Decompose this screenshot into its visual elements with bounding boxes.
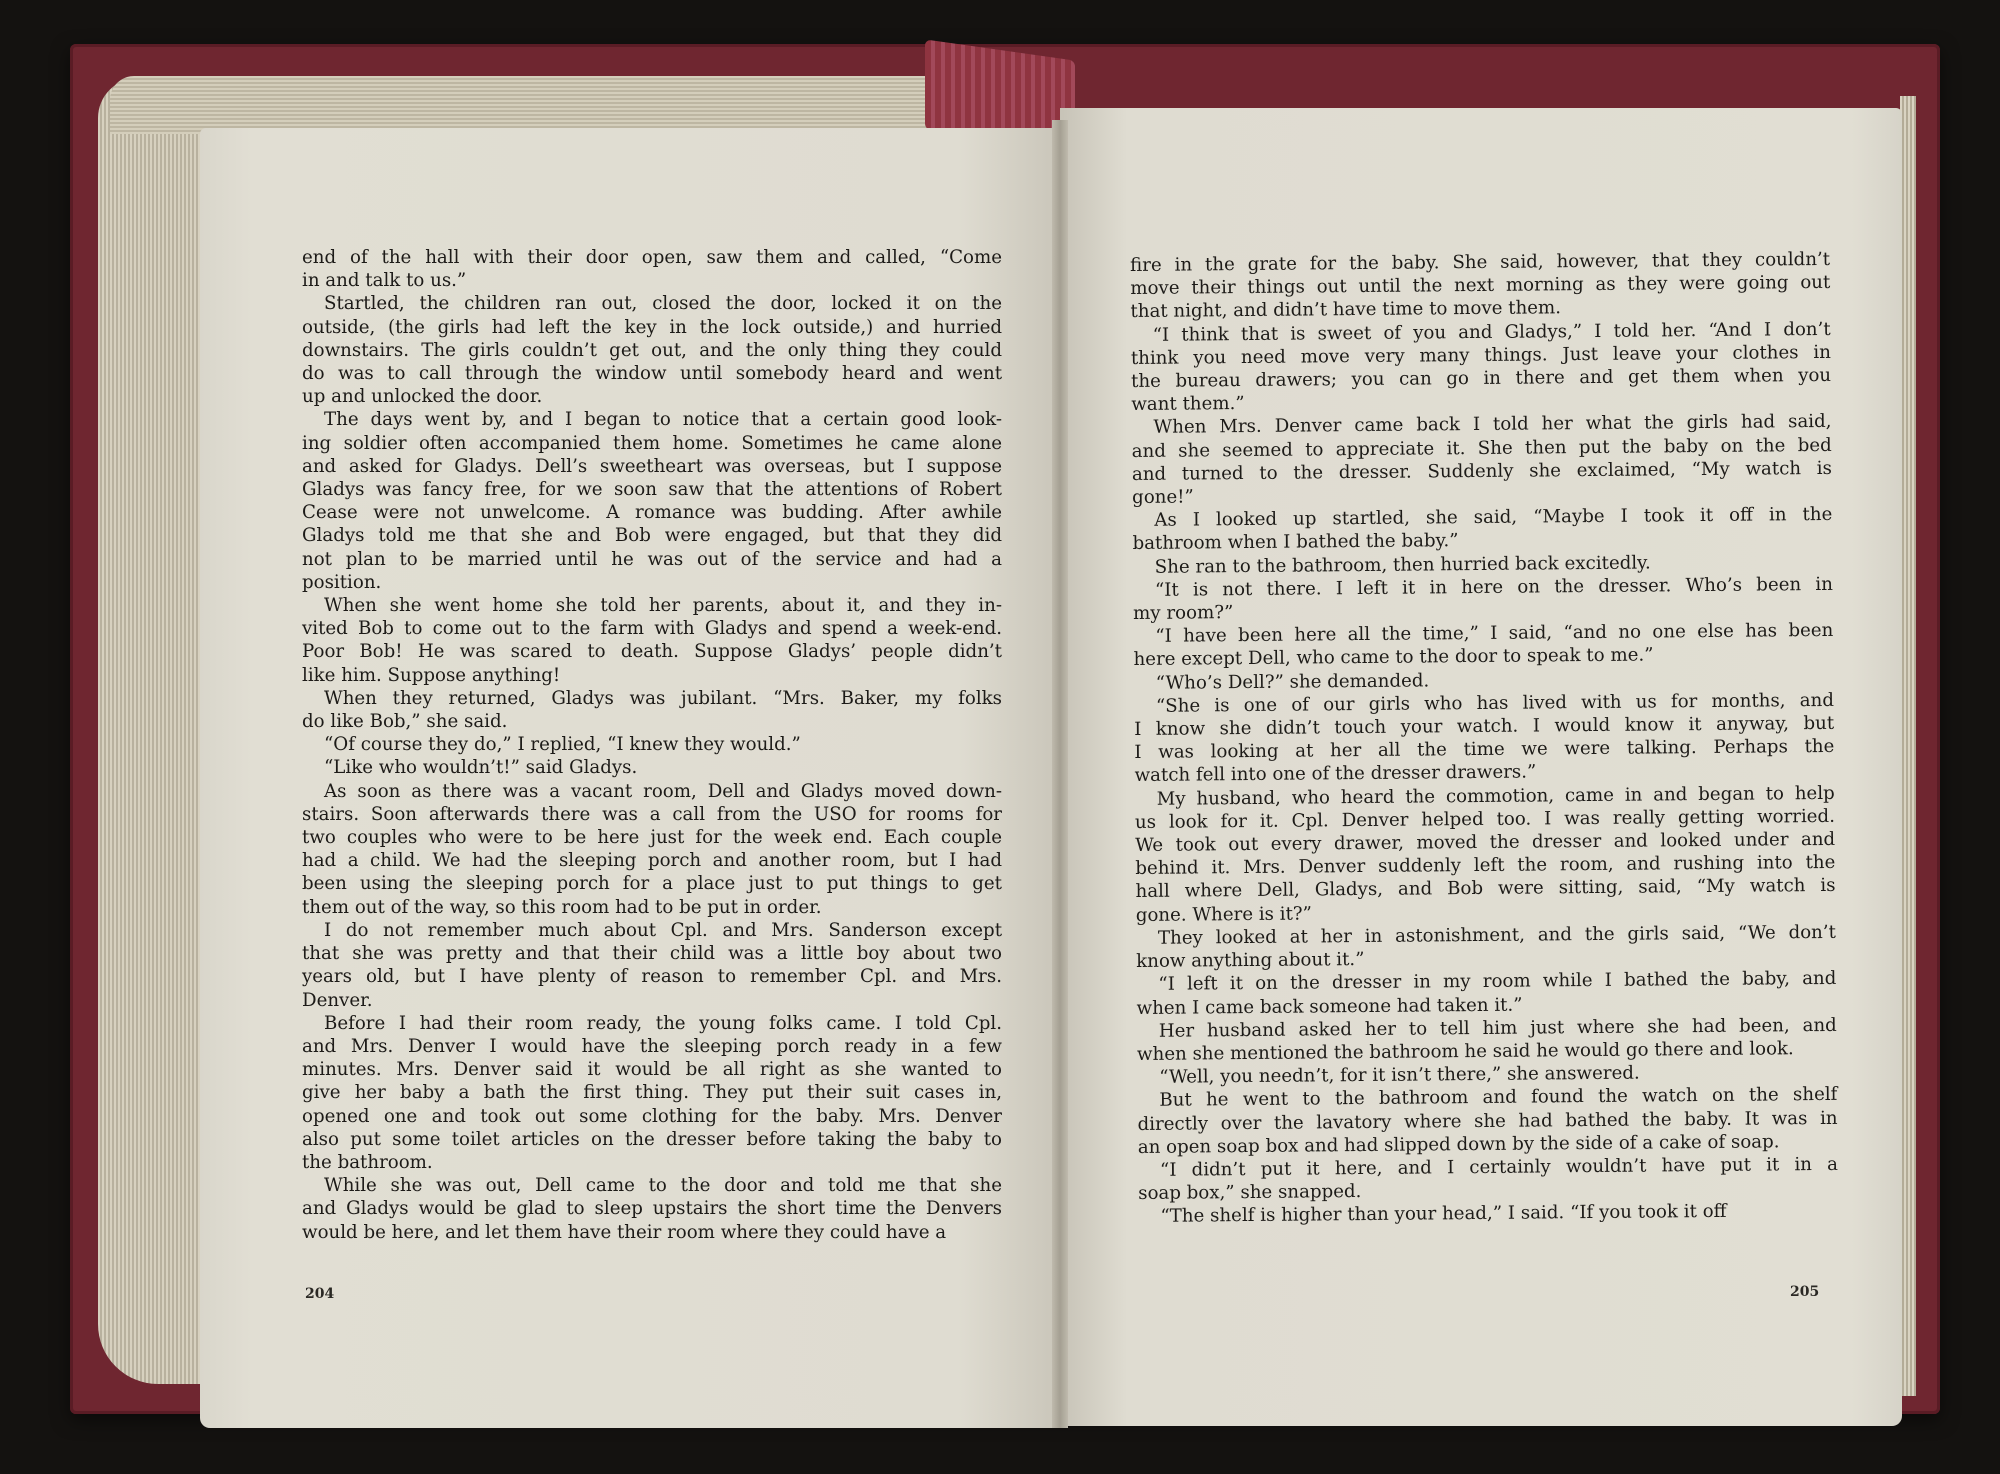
text-line: When Mrs. Denver came back I told her what the girls had said, [1153, 411, 1832, 439]
text-line: would be here, and let them have their room where they could have a [302, 1221, 947, 1243]
text-line: soap box,” she snapped. [1138, 1181, 1362, 1205]
text-line: know anything about it.” [1136, 949, 1365, 973]
text-line: But he went to the bathroom and found the watch on the shelf [1159, 1084, 1838, 1112]
text-line: also put some toilet articles on the dresser before taking the baby to [302, 1128, 1002, 1150]
text-line: They looked at her in astonishment, and the girls said, “We don’t [1157, 921, 1837, 949]
text-line: and Gladys would be glad to sleep upstairs the short time the Denvers [302, 1198, 1002, 1220]
text-line: and Mrs. Denver I would have the sleeping porch ready in a few [302, 1035, 1002, 1057]
text-line: and turned to the dresser. Suddenly she exclaimed, “My watch is [1131, 457, 1832, 485]
left-page-number: 204 [305, 1286, 335, 1302]
text-line: when she mentioned the bathroom he said he would go there and look. [1136, 1038, 1794, 1065]
text-line: My husband, who heard the commotion, came in and began to help [1156, 782, 1835, 810]
text-line: As I looked up startled, she said, “Maybe I took it off in the [1154, 504, 1833, 532]
text-line: think you need move very many things. Just leave your clothes in [1130, 341, 1831, 369]
text-line: Her husband asked her to tell him just where she had been, and [1158, 1014, 1837, 1042]
text-line: When they returned, Gladys was jubilant. “Mrs. Baker, my folks [324, 687, 1002, 709]
text-line: ing soldier often accompanied them home. Sometimes he came alone [302, 432, 1002, 454]
text-line: behind it. Mrs. Denver suddenly left the room, and rushing into the [1135, 852, 1836, 880]
text-line: When she went home she told her parents, about it, and they in- [324, 595, 1002, 617]
text-line: do like Bob,” she said. [302, 711, 508, 733]
text-line: years old, but I have plenty of reason to remember Cpl. and Mrs. [302, 966, 1002, 988]
text-line: the bureau drawers; you can go in there and get them when you [1131, 364, 1832, 393]
text-line: that night, and didn’t have time to move them. [1130, 297, 1562, 323]
text-line: “I didn’t put it here, and I certainly wouldn’t have put it in a [1159, 1153, 1839, 1181]
text-line: vited Bob to come out to the farm with Gladys and spend a week-end. [302, 618, 1002, 640]
text-line: hall where Dell, Gladys, and Bob were sitting, said, “My watch is [1135, 875, 1836, 903]
text-line: and asked for Gladys. Dell’s sweetheart was overseas, but I suppose [302, 455, 1002, 477]
text-line: opened one and took out some clothing for the baby. Mrs. Denver [302, 1105, 1002, 1127]
text-line: bathroom when I bathed the baby.” [1132, 530, 1459, 555]
text-line: She ran to the bathroom, then hurried back excitedly. [1154, 552, 1651, 578]
text-line: gone. Where is it?” [1135, 903, 1313, 926]
text-line: minutes. Mrs. Denver said it would be all right as she wanted to [302, 1059, 1002, 1081]
text-line: “It is not there. I left it in here on the dresser. Who’s been in [1154, 573, 1834, 601]
text-line: directly over the lavatory where she had bathed the baby. It was in [1137, 1107, 1838, 1135]
text-line: that she was pretty and that their child was a little boy about two [302, 943, 1002, 965]
text-line: an open soap box and had slipped down by the side of a cake of soap. [1137, 1131, 1780, 1158]
text-line: been using the sleeping porch for a place just to put things to get [302, 873, 1002, 895]
text-line: position. [302, 571, 382, 593]
text-line: “Like who wouldn’t!” said Gladys. [324, 757, 638, 779]
page-edges-top [110, 76, 1050, 134]
text-line: the bathroom. [302, 1151, 433, 1173]
text-line: outside, (the girls had left the key in the lock outside,) and hurried [302, 316, 1002, 338]
text-line: I was looking at her all the time we were talking. Perhaps the [1134, 736, 1835, 764]
text-line: had a child. We had the sleeping porch and another room, but I had [302, 850, 1002, 872]
text-line: want them.” [1131, 393, 1245, 416]
right-page-number: 205 [1790, 1284, 1820, 1300]
text-line: watch fell into one of the dresser drawers.” [1134, 761, 1537, 787]
text-line: my room?” [1133, 602, 1234, 625]
text-line: in and talk to us.” [302, 270, 467, 292]
text-line: “She is one of our girls who has lived with us for months, and [1155, 689, 1835, 717]
text-line: While she was out, Dell came to the door and told me that she [324, 1175, 1002, 1197]
text-line: “The shelf is higher than your head,” I said. “If you took it off [1160, 1201, 1727, 1228]
text-line: “I left it on the dresser in my room while I bathed the baby, and [1158, 968, 1837, 996]
text-line: stairs. Soon afterwards there was a call from the USO for rooms for [302, 803, 1002, 825]
text-line: Before I had their room ready, the young folks came. I told Cpl. [324, 1012, 1002, 1034]
text-line: gone!” [1132, 486, 1194, 509]
text-line: downstairs. The girls couldn’t get out, and the only thing they could [302, 339, 1002, 361]
text-line: them out of the way, so this room had to be put in order. [302, 896, 822, 918]
text-line: As soon as there was a vacant room, Dell and Gladys moved down- [324, 780, 1002, 802]
book-gutter [1052, 120, 1068, 1428]
text-line: I do not remember much about Cpl. and Mrs. Sanderson except [324, 919, 1002, 941]
text-line: fire in the grate for the baby. She said, however, that they couldn’t [1130, 248, 1831, 276]
text-line: two couples who were to be here just for the week end. Each couple [302, 827, 1002, 849]
text-line: We took out every drawer, moved the dresser and looked under and [1135, 828, 1836, 857]
text-line: “Well, you needn’t, for it isn’t there,” she answered. [1159, 1062, 1640, 1088]
text-line: move their things out until the next morning as they were going out [1130, 272, 1831, 300]
text-line: up and unlocked the door. [302, 386, 543, 408]
text-line: us look for it. Cpl. Denver helped too. I was really getting worried. [1134, 805, 1836, 833]
text-line: Startled, the children ran out, closed the door, locked it on the [324, 293, 1002, 315]
text-line: and she seemed to appreciate it. She then put the baby on the bed [1131, 434, 1832, 462]
text-line: The days went by, and I began to notice that a certain good look- [324, 409, 1002, 431]
text-line: Poor Bob! He was scared to death. Suppose Gladys’ people didn’t [302, 641, 1002, 663]
text-line: Gladys told me that she and Bob were engaged, but that they did [302, 525, 1002, 547]
text-line: end of the hall with their door open, saw them and called, “Come [302, 247, 1002, 268]
text-line: when I came back someone had taken it.” [1136, 994, 1523, 1019]
text-line: “Who’s Dell?” she demanded. [1155, 670, 1430, 694]
page-edges-right [1900, 96, 1916, 1396]
text-line: like him. Suppose anything! [302, 664, 561, 686]
text-line: do was to call through the window until somebody heard and went [302, 363, 1002, 385]
text-line: give her baby a bath the first thing. They put their suit cases in, [302, 1082, 1002, 1104]
text-line: here except Dell, who came to the door to speak to me.” [1133, 644, 1654, 671]
text-line: not plan to be married until he was out of the service and had a [302, 548, 1002, 570]
text-line: Gladys was fancy free, for we soon saw that the attentions of Robert [302, 479, 1002, 501]
right-page-text [1130, 248, 1838, 1229]
text-line: Denver. [302, 989, 373, 1011]
text-line: Cease were not unwelcome. A romance was budding. After awhile [302, 502, 1002, 524]
text-line: I know she didn’t touch your watch. I would know it anyway, but [1134, 712, 1835, 741]
text-line: “I think that is sweet of you and Gladys,” I told her. “And I don’t [1152, 318, 1831, 346]
left-page-text [302, 246, 1002, 1244]
text-line: “Of course they do,” I replied, “I knew they would.” [324, 734, 801, 756]
text-line: “I have been here all the time,” I said, “and no one else has been [1155, 620, 1834, 648]
page-edges-left [98, 78, 208, 1384]
